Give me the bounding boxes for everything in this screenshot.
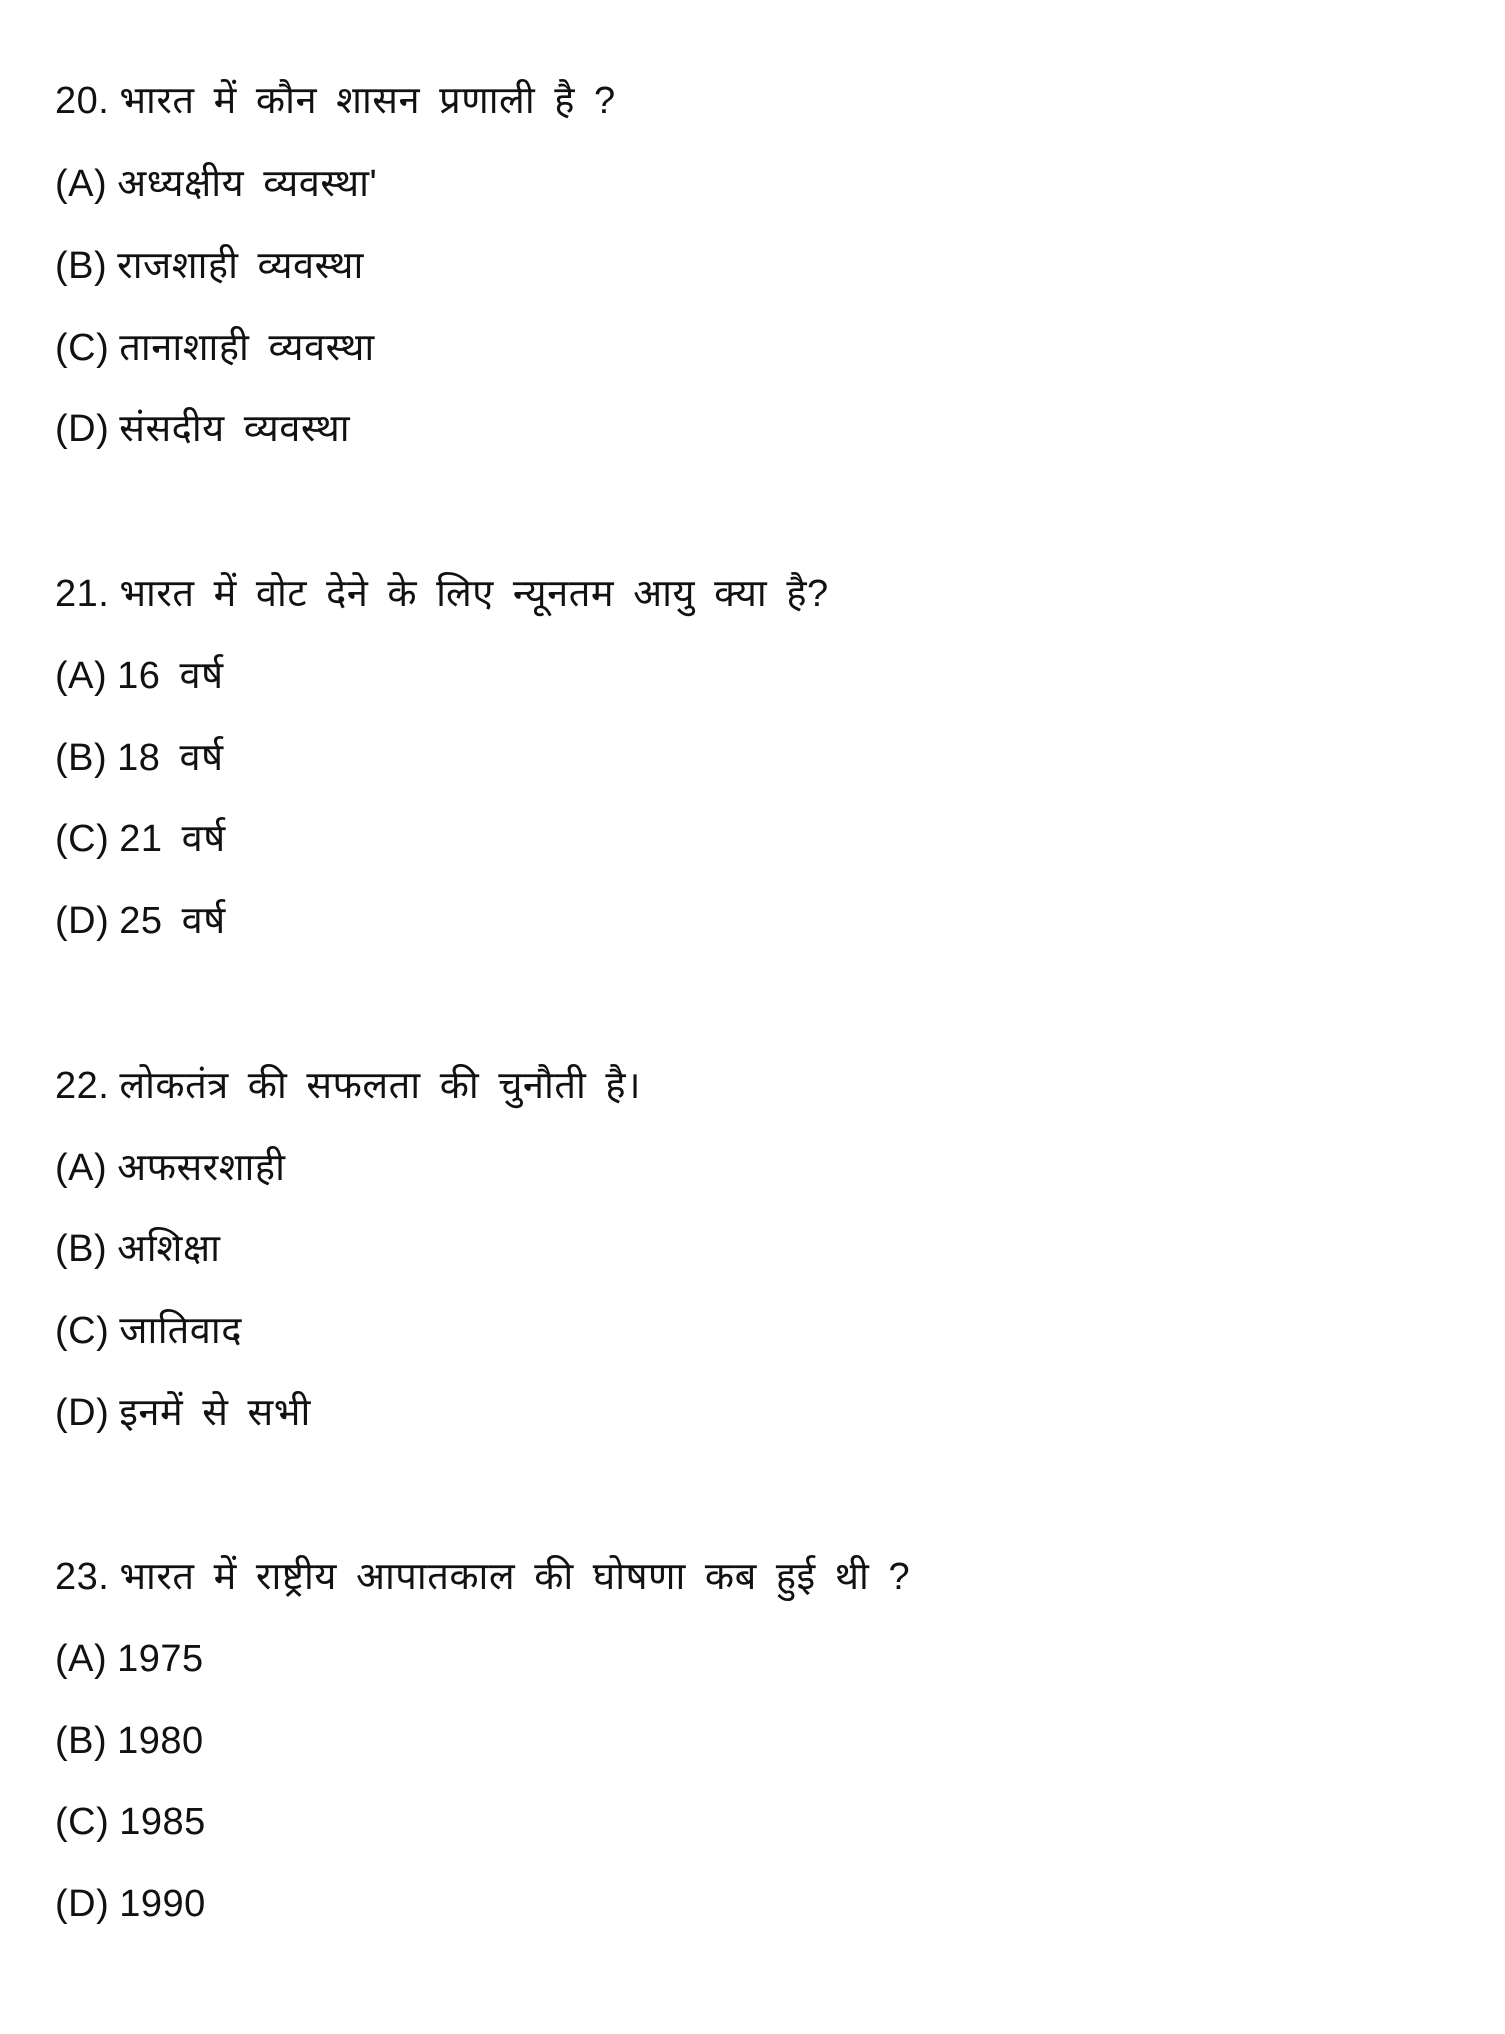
option-label: (C) bbox=[55, 327, 110, 369]
option-text: 25 वर्ष bbox=[119, 900, 226, 942]
question-22-option-c bbox=[55, 1307, 242, 1355]
option-text: राजशाही व्यवस्था bbox=[117, 245, 364, 287]
question-text: भारत में वोट देने के लिए न्यूनतम आयु क्या है? bbox=[119, 573, 829, 615]
option-label: (A) bbox=[55, 163, 108, 205]
option-label: (D) bbox=[55, 900, 110, 942]
option-label: (C) bbox=[55, 818, 110, 860]
option-text: अशिक्षा bbox=[117, 1228, 221, 1270]
question-23-option-a bbox=[55, 1635, 204, 1683]
option-text: अध्यक्षीय व्यवस्था' bbox=[117, 163, 378, 205]
option-text: 18 वर्ष bbox=[117, 737, 224, 779]
option-text: संसदीय व्यवस्था bbox=[119, 408, 351, 450]
question-21 bbox=[55, 570, 829, 618]
option-text: 1980 bbox=[117, 1720, 204, 1762]
question-22 bbox=[55, 1062, 641, 1110]
option-text: 16 वर्ष bbox=[117, 655, 224, 697]
option-label: (D) bbox=[55, 408, 110, 450]
question-number: 21. bbox=[55, 573, 110, 615]
option-label: (B) bbox=[55, 1720, 108, 1762]
option-text: तानाशाही व्यवस्था bbox=[119, 327, 375, 369]
question-23-option-c bbox=[55, 1798, 206, 1846]
question-22-option-b bbox=[55, 1225, 220, 1273]
option-label: (A) bbox=[55, 655, 108, 697]
question-text: भारत में राष्ट्रीय आपातकाल की घोषणा कब हुई थी ? bbox=[119, 1556, 911, 1598]
question-21-option-b bbox=[55, 734, 224, 782]
option-text: अफसरशाही bbox=[117, 1147, 286, 1189]
question-20-option-a bbox=[55, 160, 377, 208]
option-text: 1990 bbox=[119, 1883, 206, 1925]
question-22-option-d bbox=[55, 1389, 311, 1437]
question-23-option-d bbox=[55, 1880, 206, 1928]
question-21-option-a bbox=[55, 652, 224, 700]
question-20-option-b bbox=[55, 242, 364, 290]
option-label: (D) bbox=[55, 1883, 110, 1925]
question-text: भारत में कौन शासन प्रणाली है ? bbox=[119, 80, 616, 122]
question-number: 20. bbox=[55, 80, 110, 122]
question-21-option-c bbox=[55, 815, 226, 863]
question-22-option-a bbox=[55, 1144, 285, 1192]
option-label: (A) bbox=[55, 1638, 108, 1680]
option-text: जातिवाद bbox=[119, 1310, 242, 1352]
question-number: 23. bbox=[55, 1556, 110, 1598]
option-label: (C) bbox=[55, 1310, 110, 1352]
question-20-option-c bbox=[55, 324, 375, 372]
question-23 bbox=[55, 1553, 910, 1601]
option-label: (B) bbox=[55, 245, 108, 287]
option-text: 21 वर्ष bbox=[119, 818, 226, 860]
option-label: (B) bbox=[55, 737, 108, 779]
question-20-option-d bbox=[55, 405, 350, 453]
option-label: (C) bbox=[55, 1801, 110, 1843]
option-text: 1985 bbox=[119, 1801, 206, 1843]
option-label: (A) bbox=[55, 1147, 108, 1189]
option-label: (D) bbox=[55, 1392, 110, 1434]
option-text: इनमें से सभी bbox=[119, 1392, 311, 1434]
question-21-option-d bbox=[55, 897, 226, 945]
question-text: लोकतंत्र की सफलता की चुनौती है। bbox=[119, 1065, 641, 1107]
question-23-option-b bbox=[55, 1717, 204, 1765]
option-label: (B) bbox=[55, 1228, 108, 1270]
question-number: 22. bbox=[55, 1065, 110, 1107]
question-20 bbox=[55, 77, 616, 125]
option-text: 1975 bbox=[117, 1638, 204, 1680]
